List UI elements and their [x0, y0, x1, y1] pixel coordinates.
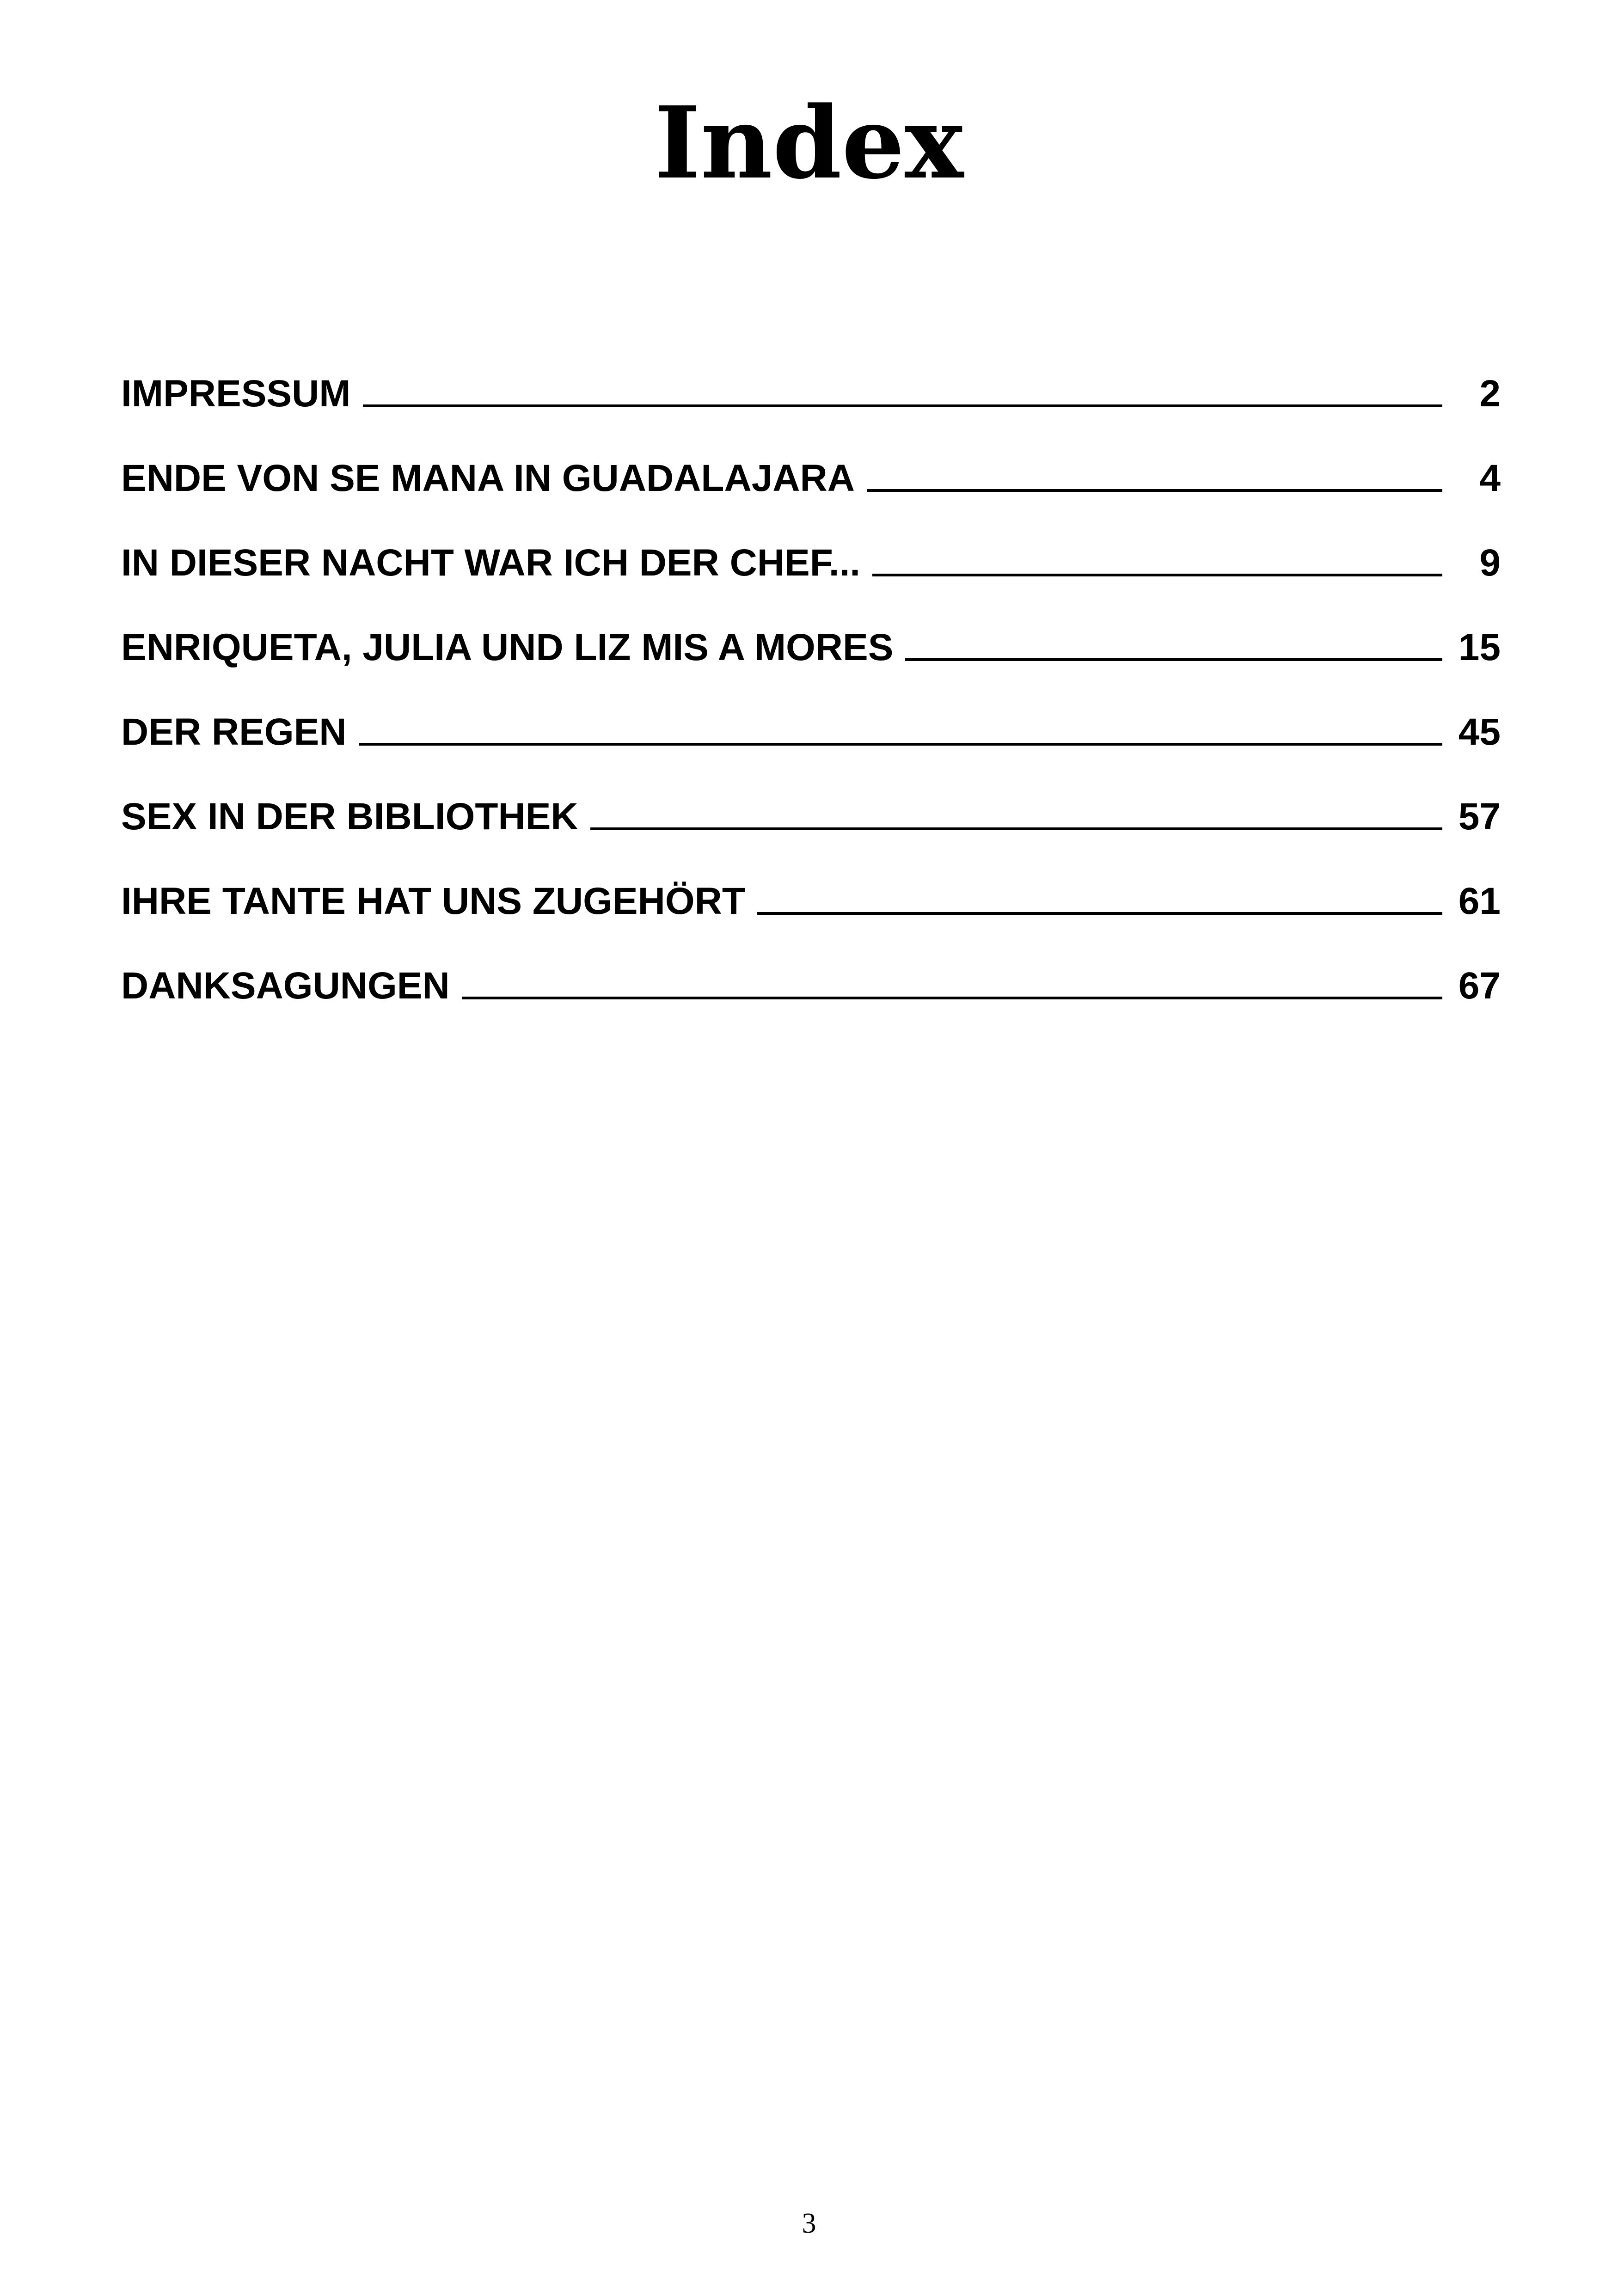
toc-entry-page: 15 — [1458, 626, 1501, 668]
toc-entry-in-dieser-nacht[interactable] — [121, 497, 1501, 582]
toc-leader-line — [867, 489, 1442, 492]
page-number: 3 — [802, 2208, 816, 2239]
toc-entry-danksagungen[interactable] — [121, 920, 1501, 1005]
toc-leader-line — [590, 827, 1442, 830]
toc-entry-label: DER REGEN — [121, 711, 347, 753]
toc-entry-page: 9 — [1479, 542, 1501, 584]
toc-entry-sex-in-der-bibliothek[interactable] — [121, 751, 1501, 836]
toc-entry-ihre-tante[interactable] — [121, 836, 1501, 920]
toc-leader-line — [359, 743, 1442, 746]
toc-entry-label: IMPRESSUM — [121, 373, 351, 415]
toc-leader-line — [462, 997, 1442, 999]
toc-entry-ende-von-se-mana[interactable] — [121, 413, 1501, 497]
toc-entry-page: 61 — [1458, 880, 1501, 922]
toc-entry-label: ENDE VON SE MANA IN GUADALAJARA — [121, 457, 855, 499]
toc-entry-label: IHRE TANTE HAT UNS ZUGEHÖRT — [121, 880, 745, 922]
page-title: Index — [654, 85, 964, 201]
toc-entry-enriqueta[interactable] — [121, 582, 1501, 667]
toc-entry-label: SEX IN DER BIBLIOTHEK — [121, 796, 578, 838]
toc-leader-line — [905, 658, 1442, 661]
toc-entry-der-regen[interactable] — [121, 667, 1501, 751]
toc-entry-label: IN DIESER NACHT WAR ICH DER CHEF... — [121, 542, 861, 584]
toc-entry-impressum[interactable] — [121, 328, 1501, 413]
toc-entry-page: 67 — [1458, 965, 1501, 1007]
toc-entry-page: 4 — [1479, 457, 1501, 499]
toc-entry-page: 57 — [1458, 796, 1501, 838]
toc-leader-line — [757, 912, 1442, 915]
toc-entry-label: DANKSAGUNGEN — [121, 965, 450, 1007]
toc-entry-page: 45 — [1458, 711, 1501, 753]
toc-leader-line — [872, 574, 1442, 576]
toc-entry-page: 2 — [1479, 373, 1501, 415]
toc-entry-label: ENRIQUETA, JULIA UND LIZ MIS A MORES — [121, 626, 894, 668]
table-of-contents — [121, 328, 1501, 1005]
toc-leader-line — [363, 404, 1442, 407]
